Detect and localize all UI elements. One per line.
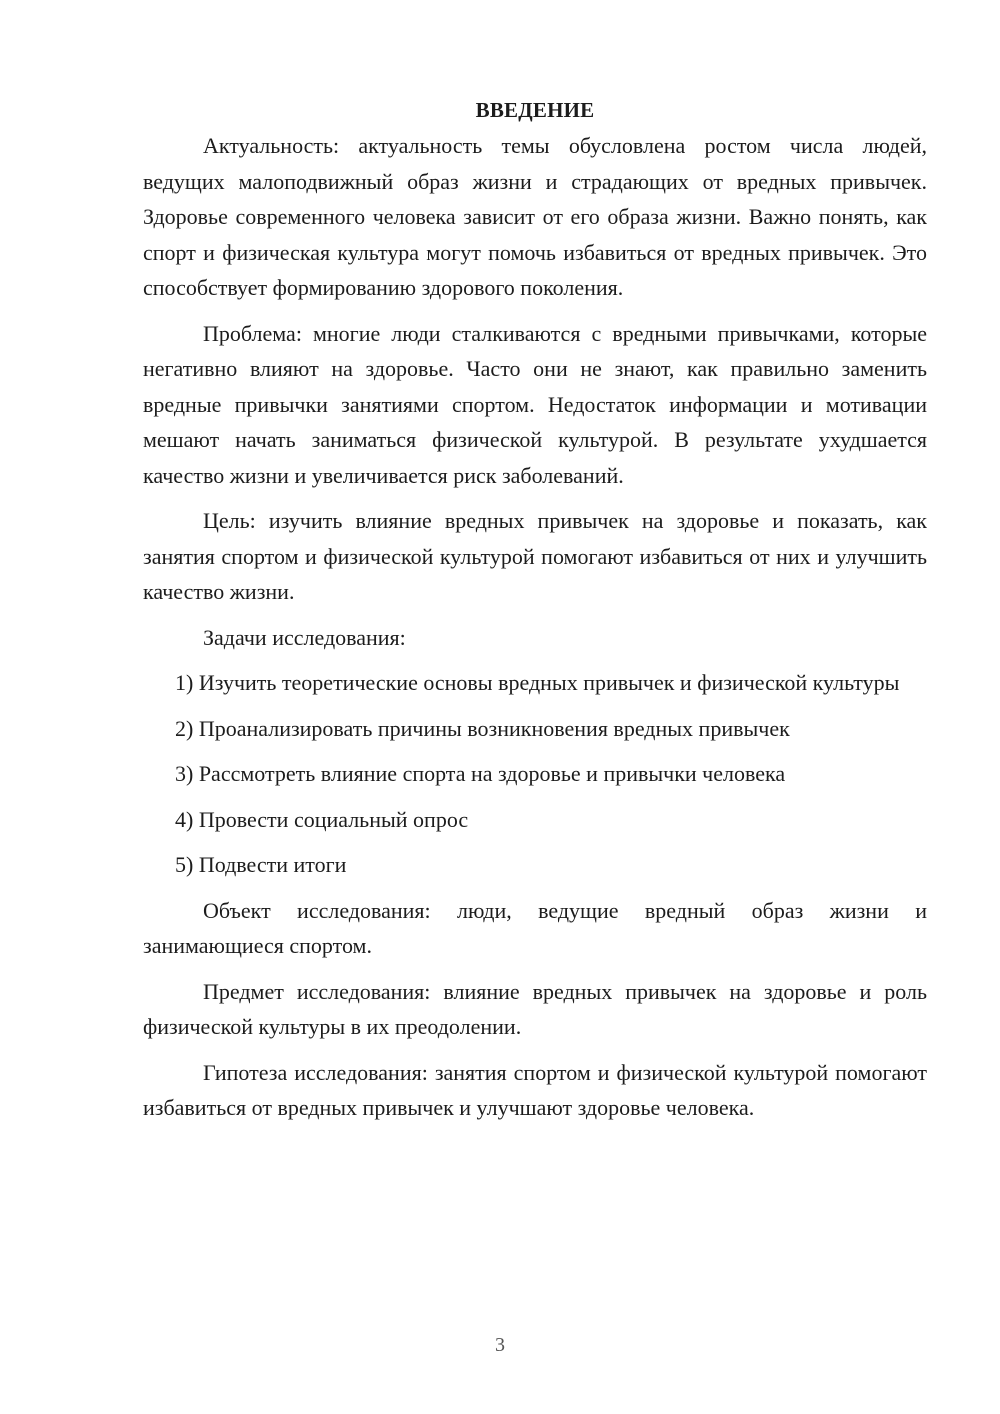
tasks-heading: Задачи исследования: [203,624,406,650]
page-number: 3 [495,1334,505,1356]
task-item-3: 3) Рассмотреть влияние спорта на здоровье и привычки человека [175,761,786,786]
paragraph-problem: Проблема: многие люди сталкиваются с вредными привычками, которые негативно влияют на здоровье. Часто они не знают, как правильно заменить вредные привычки занятиями спортом. Недостаток информации и мотивации мешают начать заниматься физической культурой. В результате ухудшается качество жизни и увеличивается риск заболеваний. [143,320,927,488]
task-item-5: 5) Подвести итоги [175,852,347,877]
paragraph-subject: Предмет исследования: влияние вредных привычек на здоровье и роль физической культуры в их преодолении. [143,978,927,1039]
task-item-2: 2) Проанализировать причины возникновения вредных привычек [175,715,790,741]
paragraph-hypothesis: Гипотеза исследования: занятия спортом и физической культурой помогают избавиться от вредных привычек и улучшают здоровье человека. [143,1059,927,1120]
section-title: ВВЕДЕНИЕ [475,98,595,122]
document-page [143,92,927,1126]
task-item-4: 4) Провести социальный опрос [175,806,469,832]
task-item-1: 1) Изучить теоретические основы вредных привычек и физической культуры [175,670,900,695]
paragraph-object: Объект исследования: люди, ведущие вредный образ жизни и занимающиеся спортом. [143,897,927,958]
paragraph-relevance: Актуальность: актуальность темы обусловлена ростом числа людей, ведущих малоподвижный образ жизни и страдающих от вредных привычек. Здоровье современного человека зависит от его образа жизни. Важно понять, как спорт и физическая культура могут помочь избавиться от вредных привычек. Это способствует формированию здорового поколения. [143,133,927,300]
paragraph-goal: Цель: изучить влияние вредных привычек на здоровье и показать, как занятия спортом и физической культурой помогают избавиться от них и улучшить качество жизни. [143,508,927,604]
